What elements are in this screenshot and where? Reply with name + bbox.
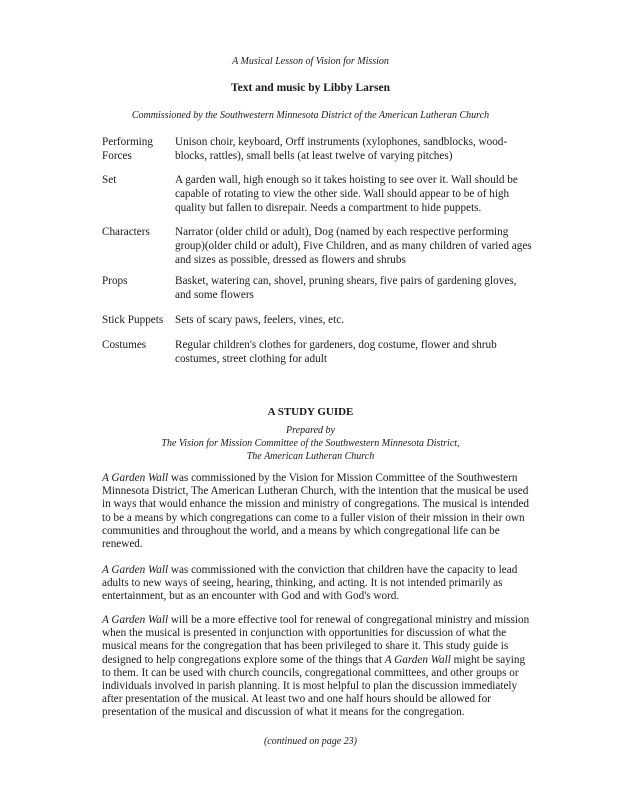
title-ref: A Garden Wall [102, 564, 169, 576]
detail-value: Unison choir, keyboard, Orff instruments (xylophones, sandblocks, wood-blocks, rattles), small bells (at least twelve of varying pitches) [175, 136, 508, 162]
detail-value: Narrator (older child or adult), Dog (named by each respective performing group)(older child or adult), Five Children, and as many children of varied ages and sizes as possible, dressed as flowers and shrubs [175, 226, 532, 266]
paragraph-text: might be saying to them. It can be used with church councils, congregational committees, and other groups or individuals involved in parish planning. It is most helpful to plan the discussion immediately after presentation of the musical. At least two and one half hours should be allowed for presentation of the musical and discussion of what it means for the congregation. [102, 653, 526, 719]
detail-value: Basket, watering can, shovel, pruning shears, five pairs of gardening gloves, and some flowers [175, 275, 517, 301]
title-ref: A Garden Wall [102, 614, 169, 626]
study-guide-heading: A STUDY GUIDE [267, 406, 354, 418]
title-ref: A Garden Wall [384, 653, 451, 666]
detail-value: A garden wall, high enough so it takes hoisting to see over it. Wall should be capable of rotating to view the other side. Wall should appear to be of high quality but fallen to disrepair. Needs a compartment to hide puppets. [175, 174, 518, 214]
commission-line: Commissioned by the Southwestern Minnesota District of the American Lutheran Church [131, 110, 490, 121]
paragraph-2 [102, 564, 532, 604]
detail-label: Set [102, 174, 117, 186]
detail-label: Props [102, 275, 128, 287]
subtitle: A Musical Lesson of Vision for Mission [232, 56, 389, 67]
title-ref: A Garden Wall [102, 472, 169, 484]
paragraph-text: will be a more effective tool for renewal of congregational ministry and mission when the musical is presented in conjunction with opportunities for discussion of what the musical means for the congregation that has been privileged to share it. This study guide is designed to help congregations explore some of the things that [102, 614, 530, 666]
detail-value: Regular children's clothes for gardeners, dog costume, flower and shrub costumes, street clothing for adult [175, 339, 497, 365]
prepared-by: Prepared by [286, 425, 335, 436]
paragraph-text: was commissioned with the conviction that children have the capacity to lead adults to new ways of seeing, hearing, thinking, and acting. It is not intended primarily as entertainment, but as an encounter with God and with God's word. [102, 564, 518, 603]
detail-value: Sets of scary paws, feelers, vines, etc. [175, 314, 344, 326]
committee-line-2: The American Lutheran Church [246, 451, 375, 462]
committee-line-1: The Vision for Mission Committee of the Southwestern Minnesota District, [161, 438, 460, 449]
detail-label: Stick Puppets [102, 314, 164, 326]
detail-label: Performing Forces [102, 136, 153, 162]
detail-label: Costumes [102, 339, 147, 351]
paragraph-text: was commissioned by the Vision for Mission Committee of the Southwestern Minnesota District, The American Lutheran Church, with the intention that the musical be used in ways that would enhance the mission and ministry of congregations. The musical is intended to be a means by which congregations can come to a fuller vision of their mission in their own communities and throughout the world, and a means by which congregational life can be renewed. [102, 472, 530, 551]
paragraph-1 [102, 472, 532, 551]
detail-label: Characters [102, 226, 150, 238]
paragraph-3 [102, 614, 532, 720]
continued-note: (continued on page 23) [263, 736, 358, 747]
author-line: Text and music by Libby Larsen [230, 82, 391, 94]
